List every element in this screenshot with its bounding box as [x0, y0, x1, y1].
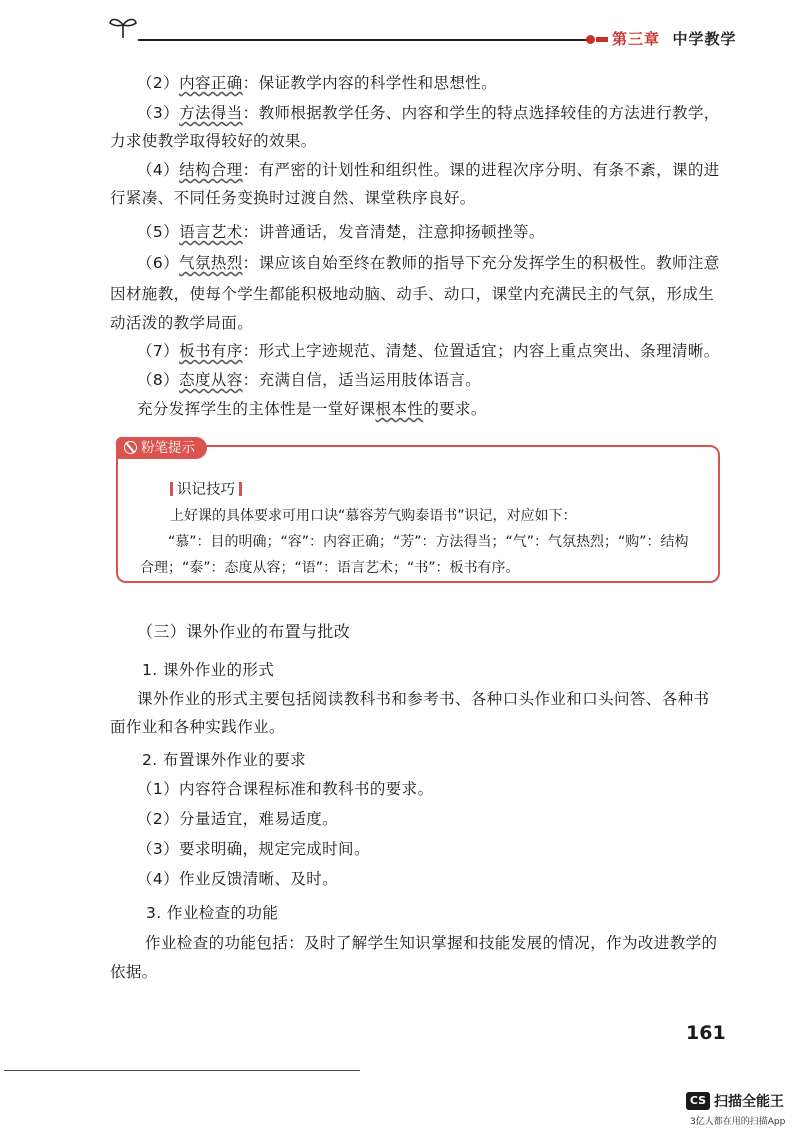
scanner-name: 扫描全能王: [714, 1094, 784, 1110]
requirement-2: （2）分量适宜，难易适度。: [137, 810, 339, 828]
header-rule: [138, 39, 588, 41]
tip-line-1: 上好课的具体要求可用口诀“慕容芳气购泰语书”识记，对应如下：: [170, 508, 577, 524]
scanner-tagline: 3亿人都在用的扫描App: [690, 1117, 786, 1127]
requirement-1: （1）内容符合课程标准和教科书的要求。: [137, 780, 434, 798]
subsection-3-text: 作业检查的功能包括：及时了解学生知识掌握和技能发展的情况，作为改进教学的: [145, 934, 718, 952]
item-6-cont: 因材施教，使每个学生都能积极地动脑、动手、动口，课堂内充满民主的气氛，形成生: [110, 285, 715, 303]
subsection-1-text: 课外作业的形式主要包括阅读教科书和参考书、各种口头作业和口头问答、各种书: [137, 690, 710, 708]
item-5: （5）语言艺术：讲普通话，发音清楚，注意抑扬顿挫等。: [137, 223, 545, 241]
subsection-3-text-cont: 依据。: [110, 963, 158, 981]
item-3-cont: 力求使教学取得较好的效果。: [110, 132, 317, 150]
item-2: （2）内容正确：保证教学内容的科学性和思想性。: [137, 74, 498, 92]
page-number: 161: [686, 1022, 726, 1044]
requirement-3: （3）要求明确，规定完成时间。: [137, 840, 370, 858]
sprout-icon: [108, 14, 138, 40]
scanner-logo: CS: [686, 1092, 710, 1110]
footer-rule: [4, 1070, 360, 1071]
chapter-header: [612, 28, 736, 49]
item-6: （6）气氛热烈：课应该自始至终在教师的指导下充分发挥学生的积极性。教师注意: [137, 254, 720, 272]
tip-line-2: “慕”：目的明确；“容”：内容正确；“芳”：方法得当；“气”：气氛热烈；“购”：结构: [168, 534, 689, 550]
subsection-1-title: 1. 课外作业的形式: [142, 661, 275, 679]
subsection-1-text-cont: 面作业和各种实践作业。: [110, 718, 285, 736]
item-4: （4）结构合理：有严密的计划性和组织性。课的进程次序分明、有条不紊，课的进: [137, 161, 720, 179]
subsection-2-title: 2. 布置课外作业的要求: [142, 751, 307, 769]
tip-line-3: 合理；“泰”：态度从容；“语”：语言艺术；“书”：板书有序。: [140, 560, 520, 576]
item-3: （3）方法得当：教师根据教学任务、内容和学生的特点选择较佳的方法进行教学，: [137, 104, 720, 122]
pencil-icon: [124, 441, 137, 454]
item-4-cont: 行紧凑、不同任务变换时过渡自然、课堂秩序良好。: [110, 189, 476, 207]
chapter-number: 第三章: [612, 30, 661, 48]
item-7: （7）板书有序：形式上字迹规范、清楚、位置适宜；内容上重点突出、条理清晰。: [137, 342, 720, 360]
requirement-4: （4）作业反馈清晰、及时。: [137, 870, 339, 888]
item-6-cont2: 动活泼的教学局面。: [110, 314, 254, 332]
header-dot: [586, 35, 595, 44]
item-8: （8）态度从容：充满自信，适当运用肢体语言。: [137, 371, 482, 389]
header-bar: [596, 37, 608, 42]
tip-heading: 识记技巧: [166, 478, 246, 499]
chapter-title: 中学教学: [672, 30, 737, 48]
summary-line: 充分发挥学生的主体性是一堂好课根本性的要求。: [137, 400, 487, 418]
section-title: （三）课外作业的布置与批改: [137, 622, 351, 641]
subsection-3-title: 3. 作业检查的功能: [146, 904, 279, 922]
tip-tab: 粉笔提示: [116, 437, 207, 459]
